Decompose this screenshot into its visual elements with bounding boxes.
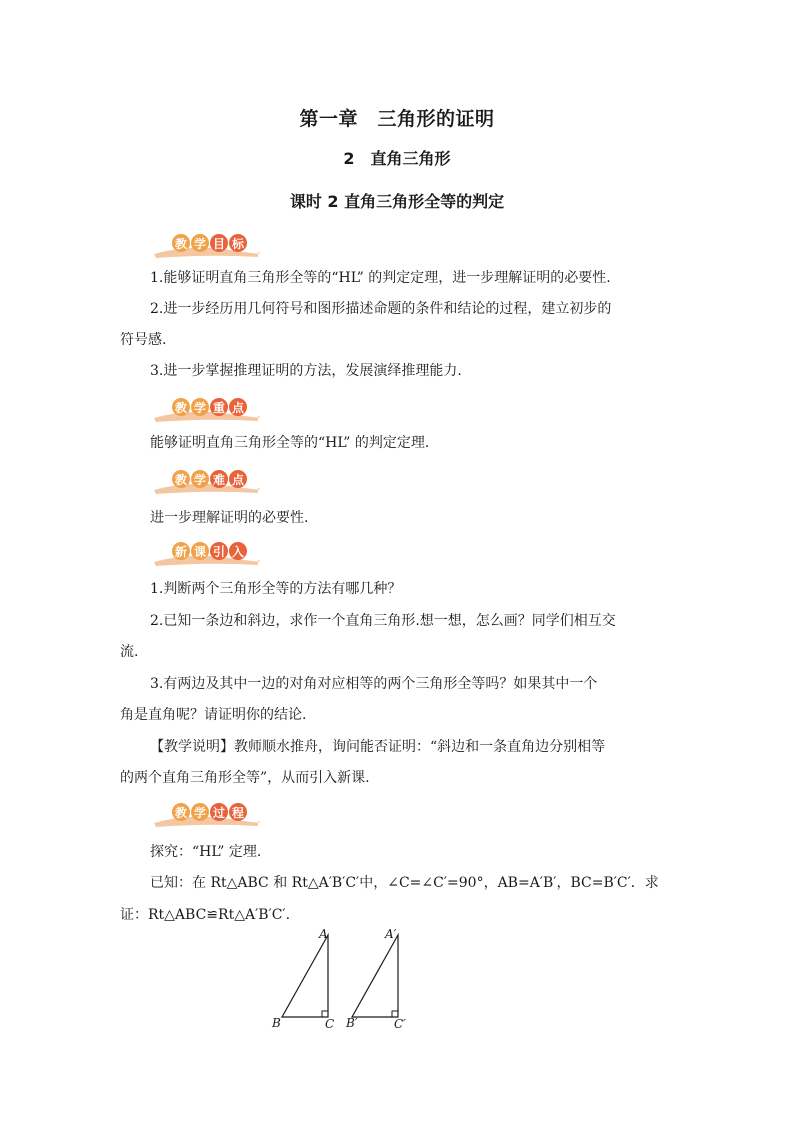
objective-item: 3.进一步掌握推理证明的方法，发展演绎推理能力. [150,363,462,379]
vertex-label: B′ [346,1016,358,1030]
badge-char: 新 [172,542,190,560]
badge-introduction [150,538,260,568]
triangle-abc [271,927,334,1031]
badge-char: 标 [229,234,247,252]
lesson-title: 课时 2 直角三角形全等的判定 [289,192,505,211]
process-item: 探究：“HL” 定理. [150,844,262,860]
section-title: 2 直角三角形 [343,149,451,168]
teaching-note-continued: 的两个直角三角形全等”，从而引入新课. [120,770,370,786]
badge-char: 学 [191,470,209,488]
intro-item: 2.已知一条边和斜边，求作一个直角三角形.想一想，怎么画？同学们相互交 [150,613,616,629]
intro-item: 3.有两边及其中一边的对角对应相等的两个三角形全等吗？如果其中一个 [150,676,598,692]
triangles-figure [270,925,420,1033]
badge-char: 点 [229,470,247,488]
chapter-title: 第一章 三角形的证明 [299,108,495,130]
badge-char: 重 [210,398,228,416]
badge-key-points [150,394,260,424]
key-points-text: 能够证明直角三角形全等的“HL” 的判定定理. [150,435,430,451]
badge-char: 教 [172,398,190,416]
badge-char: 入 [229,542,247,560]
badge-difficulties [150,466,260,496]
intro-item-continued: 角是直角呢？请证明你的结论. [120,707,307,723]
badge-char: 学 [191,234,209,252]
badge-char: 学 [191,398,209,416]
objective-item: 1.能够证明直角三角形全等的“HL” 的判定定理，进一步理解证明的必要性. [150,270,611,286]
badge-char: 学 [191,803,209,821]
badge-char: 目 [210,234,228,252]
badge-char: 过 [210,803,228,821]
objective-item-continued: 符号感. [120,332,167,348]
vertex-label: A [319,927,328,941]
badge-char: 点 [229,398,247,416]
badge-char: 教 [172,470,190,488]
badge-char: 程 [229,803,247,821]
badge-process [150,799,260,829]
badge-char: 教 [172,803,190,821]
vertex-label: C [325,1017,335,1031]
intro-item-continued: 流. [120,644,139,660]
badge-objectives [150,230,260,260]
badge-char: 引 [210,542,228,560]
intro-item: 1.判断两个三角形全等的方法有哪几种？ [150,581,402,597]
difficulties-text: 进一步理解证明的必要性. [150,510,309,526]
process-item-continued: 证：Rt△ABC≌Rt△A′B′C′. [120,907,291,923]
badge-char: 难 [210,470,228,488]
badge-char: 教 [172,234,190,252]
process-item: 已知：在 Rt△ABC 和 Rt△A′B′C′中，∠C=∠C′=90°，AB=A′B′，BC=B′C′．求 [150,875,659,891]
triangle-abc-prime [345,927,406,1031]
vertex-label: A′ [385,927,397,941]
vertex-label: C′ [394,1017,406,1031]
badge-char: 课 [191,542,209,560]
objective-item: 2.进一步经历用几何符号和图形描述命题的条件和结论的过程，建立初步的 [150,301,612,317]
vertex-label: B [272,1016,281,1030]
teaching-note: 【教学说明】教师顺水推舟，询问能否证明：“斜边和一条直角边分别相等 [150,739,606,755]
